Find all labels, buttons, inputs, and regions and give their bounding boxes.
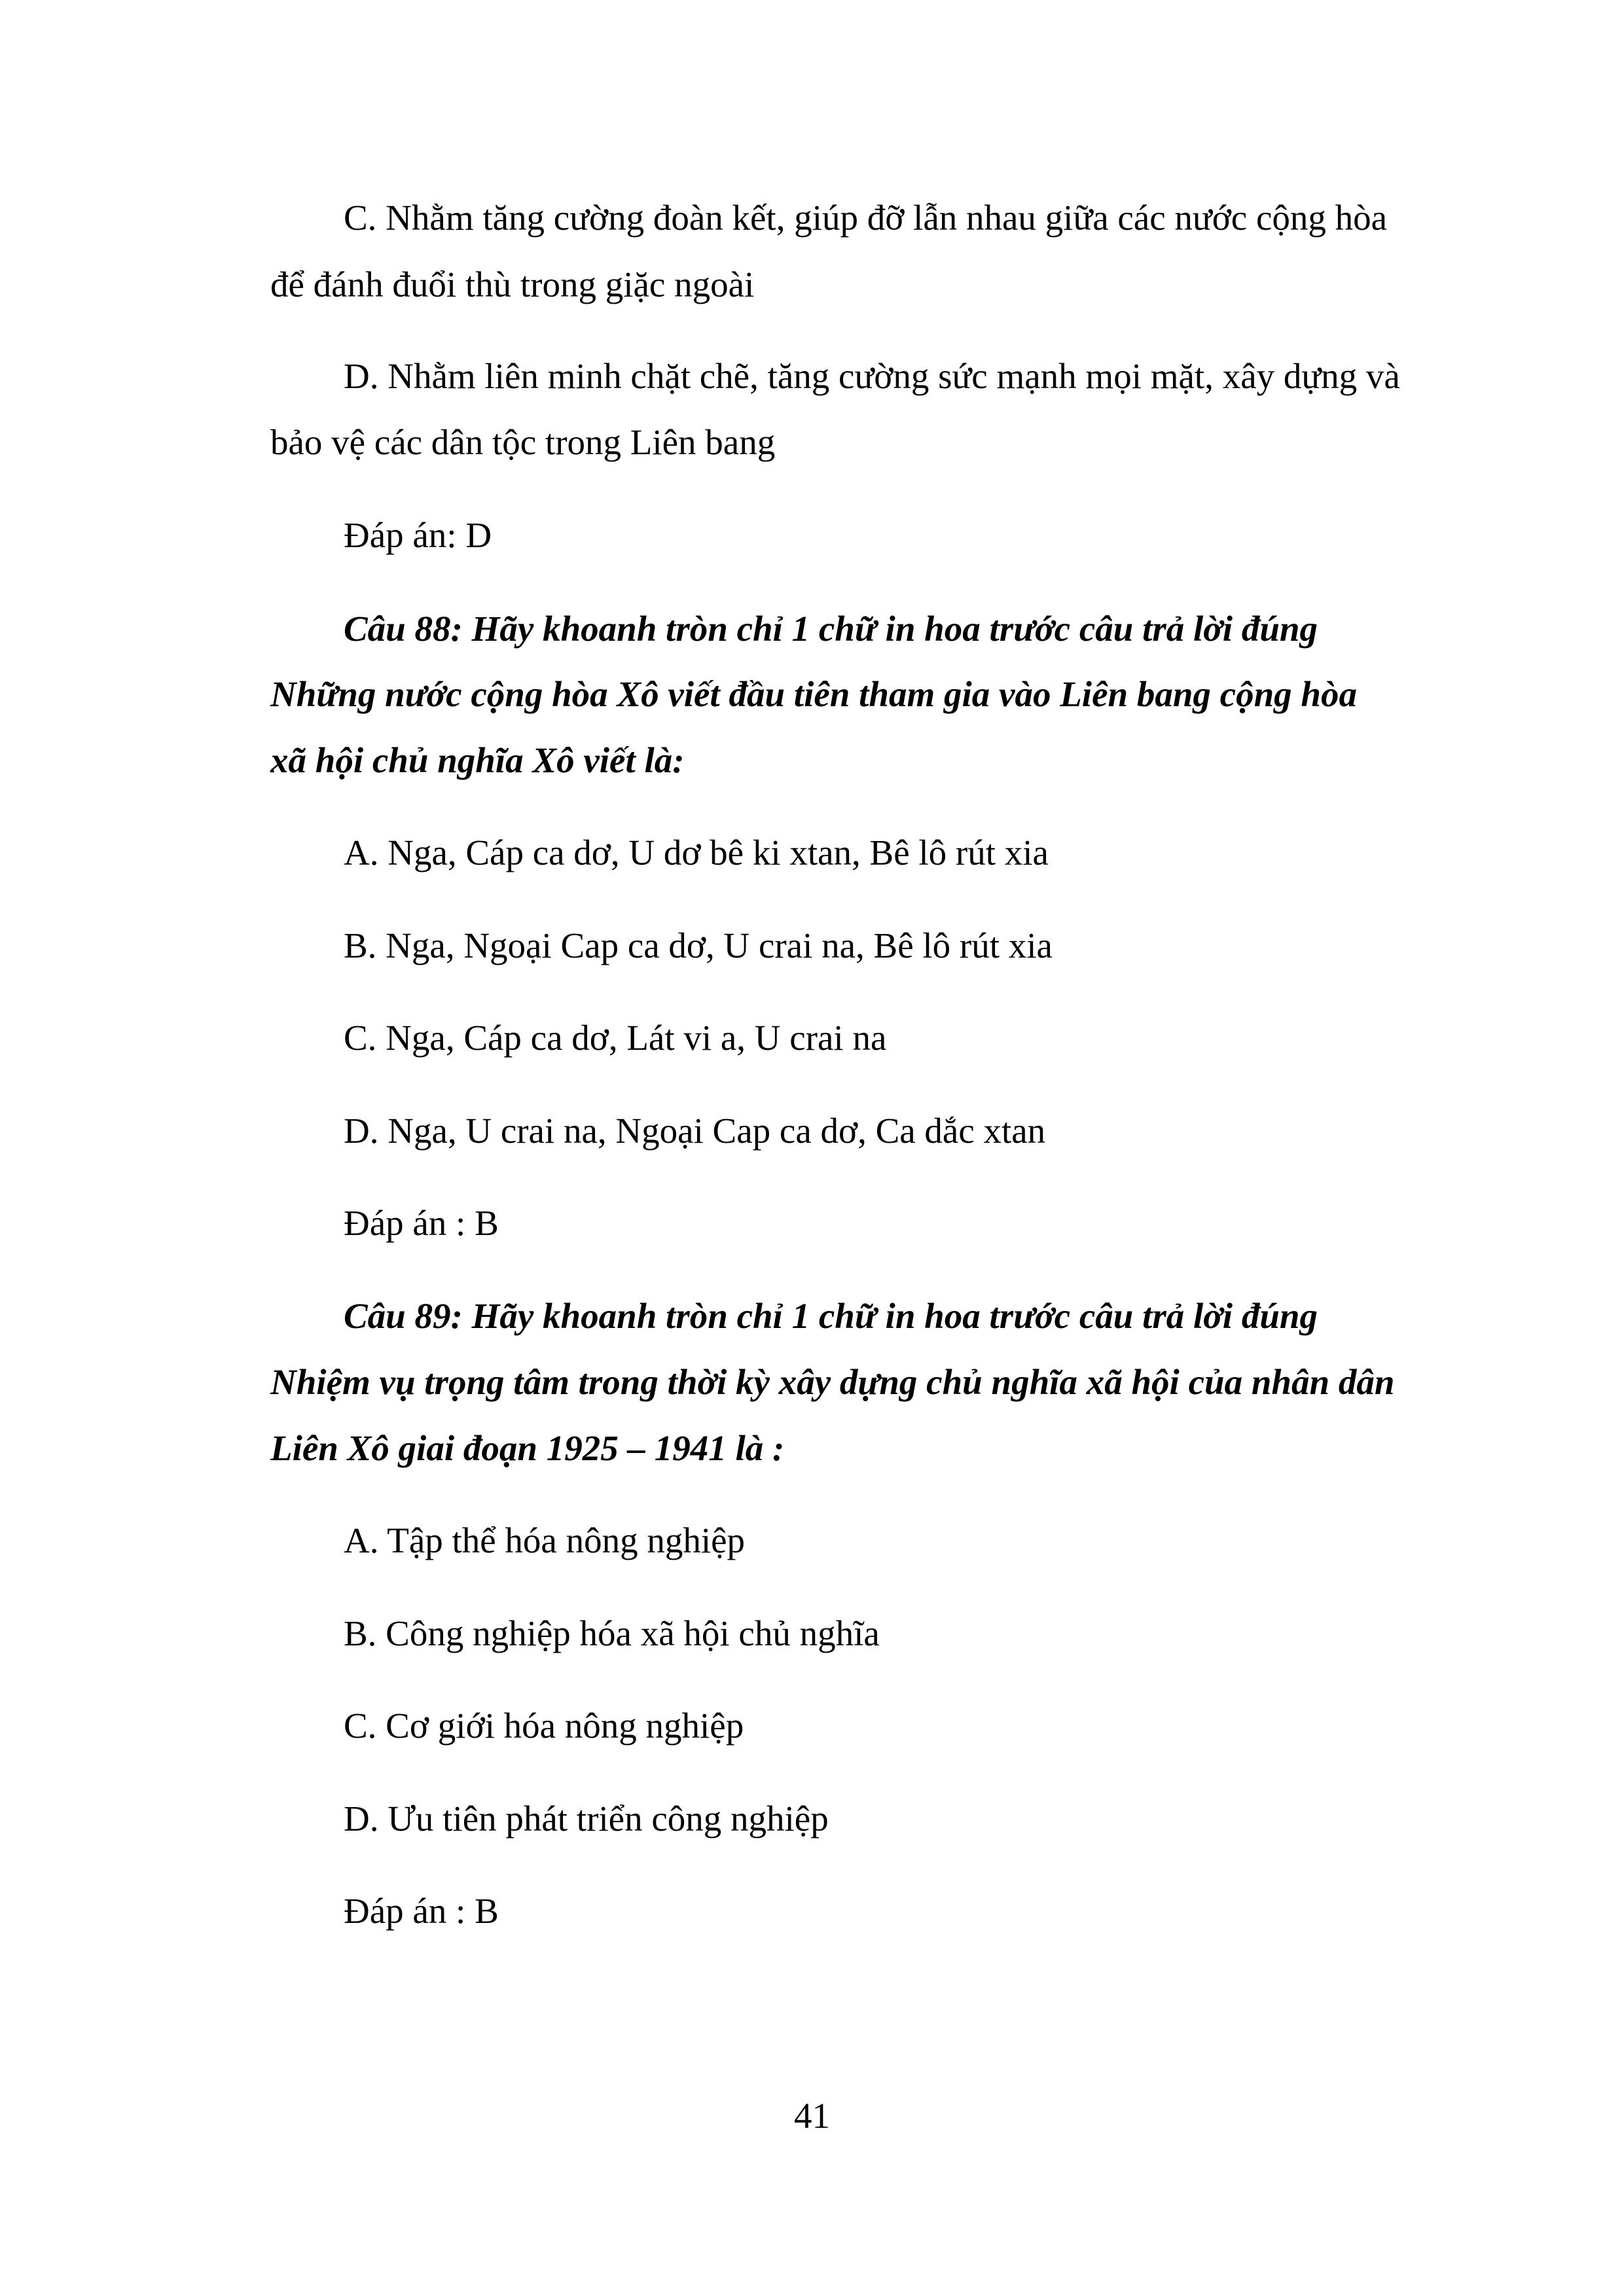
q88-title-line1: Câu 88: Hãy khoanh tròn chỉ 1 chữ in hoa trước câu trả lời đúng [344, 609, 1318, 649]
q89-option-c: C. Cơ giới hóa nông nghiệp [344, 1706, 744, 1746]
q87-answer: Đáp án: D [344, 515, 492, 555]
q87-option-c-line1: C. Nhằm tăng cường đoàn kết, giúp đỡ lẫn nhau giữa các nước cộng hòa [344, 198, 1388, 238]
q89-answer: Đáp án : B [344, 1891, 499, 1931]
q87-option-c-line2: để đánh đuổi thù trong giặc ngoài [270, 264, 755, 304]
q87-option-d-line1: D. Nhằm liên minh chặt chẽ, tăng cường sức mạnh mọi mặt, xây dựng và [344, 356, 1400, 396]
q88-option-d: D. Nga, U crai na, Ngoại Cap ca dơ, Ca dắc xtan [344, 1111, 1046, 1151]
q89-title-line3: Liên Xô giai đoạn 1925 – 1941 là : [270, 1428, 785, 1468]
q88-option-b: B. Nga, Ngoại Cap ca dơ, U crai na, Bê lô rút xia [344, 925, 1053, 965]
q88-option-c: C. Nga, Cáp ca dơ, Lát vi a, U crai na [344, 1018, 887, 1058]
q87-option-d-line2: bảo vệ các dân tộc trong Liên bang [270, 422, 776, 462]
q89-title-line1: Câu 89: Hãy khoanh tròn chỉ 1 chữ in hoa trước câu trả lời đúng [344, 1296, 1318, 1336]
q89-option-b: B. Công nghiệp hóa xã hội chủ nghĩa [344, 1613, 880, 1653]
q88-answer: Đáp án : B [344, 1203, 499, 1243]
q89-title-line2: Nhiệm vụ trọng tâm trong thời kỳ xây dựng chủ nghĩa xã hội của nhân dân [270, 1362, 1395, 1402]
q89-option-d: D. Ưu tiên phát triển công nghiệp [344, 1799, 829, 1839]
page-number: 41 [794, 2096, 830, 2136]
q89-option-a: A. Tập thể hóa nông nghiệp [344, 1520, 746, 1560]
q88-option-a: A. Nga, Cáp ca dơ, U dơ bê ki xtan, Bê lô rút xia [344, 833, 1049, 872]
q88-title-line2: Những nước cộng hòa Xô viết đầu tiên tham gia vào Liên bang cộng hòa [270, 674, 1358, 714]
q88-title-line3: xã hội chủ nghĩa Xô viết là: [270, 740, 685, 780]
